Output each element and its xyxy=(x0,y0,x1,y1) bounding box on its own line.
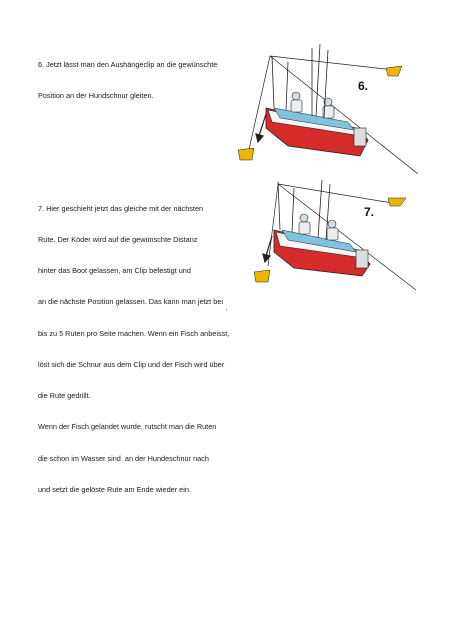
text-line: Rute. Der Köder wird auf die gewünschte Distanz xyxy=(38,235,198,245)
text-line: löst sich die Schnur aus dem Clip und der Fisch wird über xyxy=(38,359,225,369)
step7-figure-label: 7. xyxy=(364,205,375,219)
direction-arrow-icon xyxy=(256,114,266,142)
text-line: Position an der Hundschnur gleiten. xyxy=(38,91,154,101)
text-line: 7. Hier geschieht jetzt das gleiche mit der nächsten xyxy=(38,203,204,213)
planer-board-icon xyxy=(238,148,254,160)
text-line: hinter das Boot gelassen, am Clip befestigt und xyxy=(38,266,191,276)
planer-board-icon xyxy=(386,66,402,76)
text-line: an die nächste Position gelassen. Das kann man jetzt bei xyxy=(38,297,223,307)
page-mark: ! xyxy=(226,307,228,312)
text-line: die Rute gedrillt. xyxy=(38,391,91,401)
planer-line xyxy=(270,56,394,70)
planer-line xyxy=(278,184,398,204)
step6-text xyxy=(38,39,217,112)
boat-illustration-step7 xyxy=(228,176,418,298)
text-line: Wenn der Fisch gelandet wurde, rutscht man die Ruten xyxy=(38,422,217,432)
text-line: 6. Jetzt lässt man den Aushängeclip an die gewünschte xyxy=(38,59,218,69)
direction-arrow-icon xyxy=(263,236,272,262)
text-line: die schon im Wasser sind an der Hundeschnur nach xyxy=(38,453,209,463)
planer-board-icon xyxy=(254,270,270,282)
step7-text xyxy=(38,183,229,506)
planer-board-icon xyxy=(388,198,406,206)
step6-figure-label: 6. xyxy=(358,79,369,93)
text-line: bis zu 5 Ruten pro Seite machen. Wenn ein Fisch anbeisst, xyxy=(38,328,230,338)
boat-illustration-step6 xyxy=(228,36,418,176)
text-line: und setzt die gelöste Rute am Ende wieder ein. xyxy=(38,484,191,494)
